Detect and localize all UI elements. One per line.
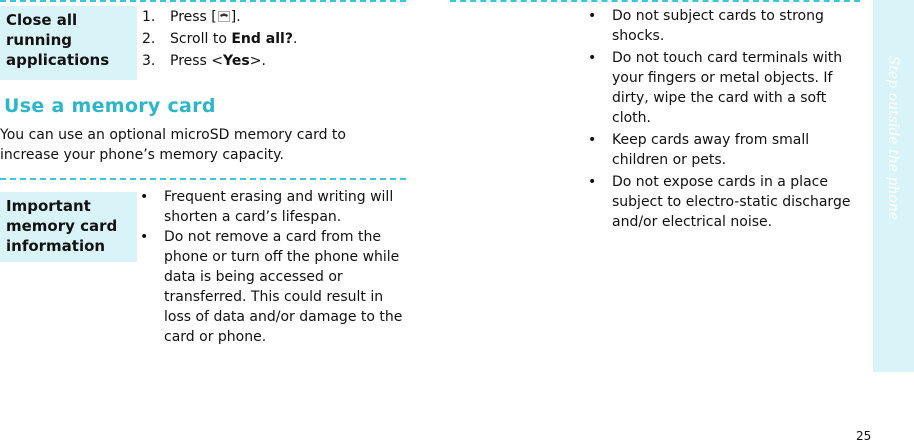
card-care-bullet: • Do not expose cards in a place subject to electro-static discharge and/or electrical noise. bbox=[588, 174, 851, 230]
card-care-bullets bbox=[586, 6, 858, 232]
end-key-icon bbox=[218, 11, 230, 22]
step-3: 3. Press <Yes>. bbox=[142, 53, 266, 69]
important-bullet: • Do not remove a card from the phone or turn off the phone while data is being accessed or transferred. This could result in loss of data and/or damage to the card or phone. bbox=[140, 229, 403, 345]
top-rule-right bbox=[450, 0, 860, 2]
step-1: 1. Press [ ]. bbox=[142, 9, 241, 25]
card-care-bullet: • Do not subject cards to strong shocks. bbox=[588, 8, 824, 44]
close-all-steps bbox=[142, 6, 402, 72]
top-rule-left bbox=[0, 0, 406, 2]
important-label: Important memory card information bbox=[0, 192, 137, 262]
important-bullets bbox=[138, 187, 406, 347]
step-2: 2. Scroll to End all?. bbox=[142, 31, 298, 47]
section-heading: Use a memory card bbox=[4, 95, 216, 117]
close-all-label: Close all running applications bbox=[0, 6, 137, 80]
middle-rule bbox=[0, 178, 406, 180]
page-number: 25 bbox=[856, 429, 872, 443]
chapter-title: Step outside the phone bbox=[885, 55, 901, 221]
card-care-bullet: • Do not touch card terminals with your fingers or metal objects. If dirty, wipe the card with a soft cloth. bbox=[588, 50, 843, 126]
section-intro: You can use an optional microSD memory card to increase your phone’s memory capacity. bbox=[0, 127, 346, 163]
card-care-bullet: • Keep cards away from small children or pets. bbox=[588, 132, 810, 168]
important-bullet: • Frequent erasing and writing will shorten a card’s lifespan. bbox=[140, 189, 394, 225]
